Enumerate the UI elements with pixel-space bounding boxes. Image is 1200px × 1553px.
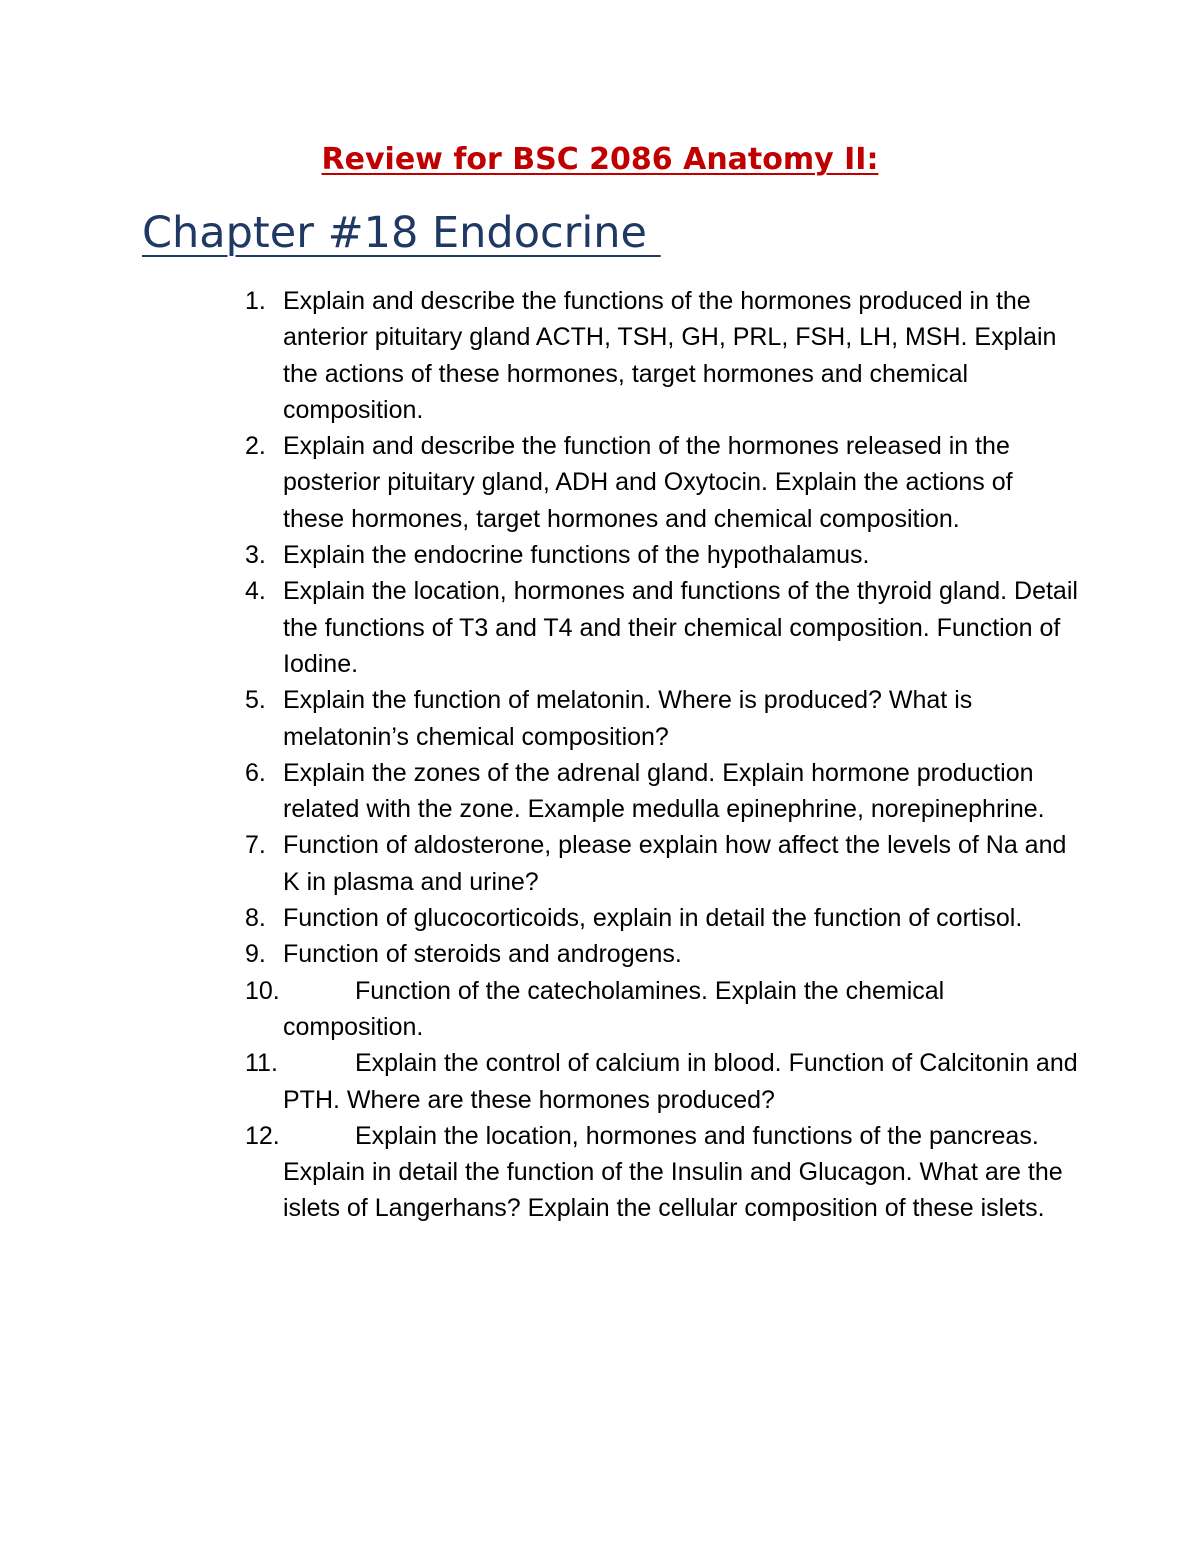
document-title-text: Review for BSC 2086 Anatomy II: (321, 142, 879, 177)
question-number: 1. (245, 287, 266, 315)
question-text: Explain and describe the function of the hormones released in the posterior pituitary gland, ADH and Oxytocin. Explain the actions of these hormones, target hormones and chemical composition. (283, 432, 1013, 533)
question-text: Explain the location, hormones and functions of the pancreas. Explain in detail the function of the Insulin and Glucagon. What are the islets of Langerhans? Explain the cellular composition of these islets. (283, 1121, 1063, 1223)
question-number: 12. (245, 1121, 280, 1150)
question-item (0, 428, 1200, 537)
question-text: Explain and describe the functions of the hormones produced in the anterior pituitary gland ACTH, TSH, GH, PRL, FSH, LH, MSH. Explain the actions of these hormones, target hormones and chemical composition. (283, 287, 1057, 424)
question-item (0, 537, 1200, 573)
question-item (0, 900, 1200, 936)
question-list (0, 283, 1200, 1227)
question-text: Function of aldosterone, please explain how affect the levels of Na and K in plasma and urine? (283, 831, 1067, 896)
question-item (0, 1045, 1200, 1118)
question-item (0, 973, 1200, 1046)
question-text: Function of the catecholamines. Explain the chemical composition. (283, 976, 945, 1041)
question-number: 2. (245, 432, 266, 461)
question-number: 8. (245, 904, 266, 933)
question-item (0, 283, 1200, 428)
chapter-heading (142, 206, 661, 260)
question-item (0, 827, 1200, 900)
question-text: Function of glucocorticoids, explain in detail the function of cortisol. (283, 904, 1023, 933)
question-number: 4. (245, 577, 266, 606)
document-title (0, 140, 1200, 180)
question-item (0, 682, 1200, 755)
chapter-heading-text: Chapter #18 Endocrine (142, 208, 661, 258)
question-text: Explain the zones of the adrenal gland. Explain hormone production related with the zone. Example medulla epinephrine, norepinephrine. (283, 758, 1045, 824)
question-item (0, 1118, 1200, 1227)
question-number: 6. (245, 758, 266, 787)
question-text: Explain the location, hormones and functions of the thyroid gland. Detail the functions of T3 and T4 and their chemical composition. Function of Iodine. (283, 577, 1078, 678)
question-number: 5. (245, 686, 266, 715)
question-number: 7. (245, 831, 266, 860)
question-text: Explain the function of melatonin. Where is produced? What is melatonin’s chemical composition? (283, 686, 973, 751)
question-number: 3. (245, 541, 266, 570)
question-item (0, 936, 1200, 972)
question-text: Function of steroids and androgens. (283, 940, 682, 969)
question-item (0, 755, 1200, 828)
question-number: 11. (245, 1049, 278, 1078)
question-item (0, 573, 1200, 682)
question-number: 10. (245, 976, 280, 1005)
question-number: 9. (245, 940, 266, 969)
question-text: Explain the endocrine functions of the hypothalamus. (283, 541, 870, 570)
question-text: Explain the control of calcium in blood. Function of Calcitonin and PTH. Where are these hormones produced? (283, 1049, 1078, 1114)
